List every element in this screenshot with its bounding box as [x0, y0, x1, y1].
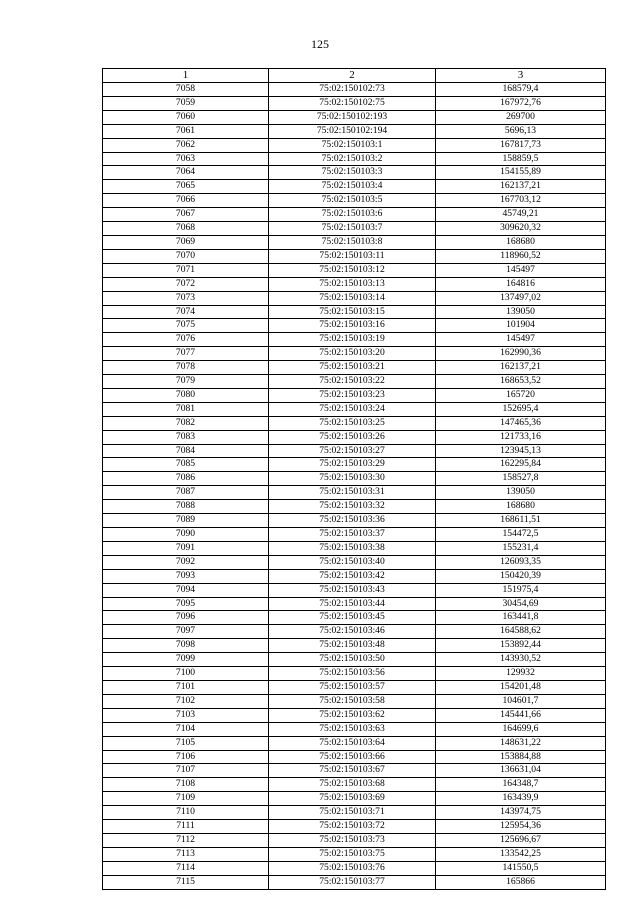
- row-number-cell: 7086: [103, 472, 269, 486]
- value-cell: 168680: [436, 235, 606, 249]
- value-cell: 164699,6: [436, 722, 606, 736]
- row-number-cell: 7106: [103, 750, 269, 764]
- cadastral-number-cell: 75:02:150103:22: [269, 375, 436, 389]
- cadastral-number-cell: 75:02:150103:15: [269, 305, 436, 319]
- table-row: [103, 694, 606, 708]
- table-row: [103, 96, 606, 110]
- row-number-cell: 7111: [103, 820, 269, 834]
- table-row: [103, 444, 606, 458]
- table-row: [103, 792, 606, 806]
- row-number-cell: 7109: [103, 792, 269, 806]
- value-cell: 163441,8: [436, 611, 606, 625]
- value-cell: 136631,04: [436, 764, 606, 778]
- value-cell: 168653,52: [436, 375, 606, 389]
- cadastral-number-cell: 75:02:150103:42: [269, 569, 436, 583]
- value-cell: 152695,4: [436, 402, 606, 416]
- cadastral-number-cell: 75:02:150103:46: [269, 625, 436, 639]
- table-row: [103, 597, 606, 611]
- value-cell: 163439,9: [436, 792, 606, 806]
- value-cell: 145497: [436, 263, 606, 277]
- row-number-cell: 7088: [103, 500, 269, 514]
- cadastral-number-cell: 75:02:150103:40: [269, 555, 436, 569]
- table-row: [103, 514, 606, 528]
- table-row: [103, 639, 606, 653]
- cadastral-number-cell: 75:02:150103:4: [269, 180, 436, 194]
- row-number-cell: 7060: [103, 110, 269, 124]
- value-cell: 45749,21: [436, 208, 606, 222]
- value-cell: 153892,44: [436, 639, 606, 653]
- cadastral-number-cell: 75:02:150103:45: [269, 611, 436, 625]
- cadastral-number-cell: 75:02:150103:66: [269, 750, 436, 764]
- value-cell: 153884,88: [436, 750, 606, 764]
- row-number-cell: 7097: [103, 625, 269, 639]
- cadastral-number-cell: 75:02:150103:2: [269, 152, 436, 166]
- row-number-cell: 7070: [103, 249, 269, 263]
- value-cell: 129932: [436, 667, 606, 681]
- table-body: [103, 83, 606, 890]
- table-row: [103, 472, 606, 486]
- cadastral-number-cell: 75:02:150103:58: [269, 694, 436, 708]
- table-row: [103, 416, 606, 430]
- value-cell: 162137,21: [436, 180, 606, 194]
- cadastral-number-cell: 75:02:150103:24: [269, 402, 436, 416]
- value-cell: 121733,16: [436, 430, 606, 444]
- value-cell: 137497,02: [436, 291, 606, 305]
- row-number-cell: 7065: [103, 180, 269, 194]
- row-number-cell: 7084: [103, 444, 269, 458]
- value-cell: 139050: [436, 486, 606, 500]
- value-cell: 158527,8: [436, 472, 606, 486]
- cadastral-number-cell: 75:02:150103:32: [269, 500, 436, 514]
- row-number-cell: 7078: [103, 361, 269, 375]
- cadastral-number-cell: 75:02:150103:11: [269, 249, 436, 263]
- table-row: [103, 110, 606, 124]
- table-row: [103, 83, 606, 97]
- table-row: [103, 277, 606, 291]
- table-row: [103, 152, 606, 166]
- value-cell: 164588,62: [436, 625, 606, 639]
- row-number-cell: 7091: [103, 541, 269, 555]
- value-cell: 147465,36: [436, 416, 606, 430]
- row-number-cell: 7108: [103, 778, 269, 792]
- cadastral-number-cell: 75:02:150102:73: [269, 83, 436, 97]
- table-row: [103, 291, 606, 305]
- value-cell: 139050: [436, 305, 606, 319]
- cadastral-number-cell: 75:02:150103:57: [269, 680, 436, 694]
- row-number-cell: 7069: [103, 235, 269, 249]
- value-cell: 145497: [436, 333, 606, 347]
- cadastral-number-cell: 75:02:150103:38: [269, 541, 436, 555]
- table-row: [103, 180, 606, 194]
- cadastral-number-cell: 75:02:150103:77: [269, 875, 436, 889]
- cadastral-number-cell: 75:02:150103:29: [269, 458, 436, 472]
- column-header-3: 3: [436, 69, 606, 83]
- row-number-cell: 7113: [103, 847, 269, 861]
- table-row: [103, 778, 606, 792]
- value-cell: 168680: [436, 500, 606, 514]
- row-number-cell: 7063: [103, 152, 269, 166]
- table-row: [103, 806, 606, 820]
- value-cell: 158859,5: [436, 152, 606, 166]
- cadastral-number-cell: 75:02:150103:1: [269, 138, 436, 152]
- cadastral-number-cell: 75:02:150103:48: [269, 639, 436, 653]
- row-number-cell: 7061: [103, 124, 269, 138]
- cadastral-number-cell: 75:02:150103:69: [269, 792, 436, 806]
- cadastral-number-cell: 75:02:150103:50: [269, 653, 436, 667]
- value-cell: 167817,73: [436, 138, 606, 152]
- cadastral-number-cell: 75:02:150102:194: [269, 124, 436, 138]
- cadastral-number-cell: 75:02:150103:73: [269, 833, 436, 847]
- row-number-cell: 7103: [103, 708, 269, 722]
- table-row: [103, 430, 606, 444]
- value-cell: 154155,89: [436, 166, 606, 180]
- cadastral-number-cell: 75:02:150103:30: [269, 472, 436, 486]
- cadastral-number-cell: 75:02:150103:12: [269, 263, 436, 277]
- row-number-cell: 7071: [103, 263, 269, 277]
- table-row: [103, 555, 606, 569]
- row-number-cell: 7080: [103, 388, 269, 402]
- row-number-cell: 7075: [103, 319, 269, 333]
- table-row: [103, 138, 606, 152]
- table-row: [103, 347, 606, 361]
- table-header-row: [103, 69, 606, 83]
- value-cell: 165866: [436, 875, 606, 889]
- page-number: 125: [311, 37, 329, 51]
- value-cell: 126093,35: [436, 555, 606, 569]
- cadastral-number-cell: 75:02:150103:25: [269, 416, 436, 430]
- row-number-cell: 7114: [103, 861, 269, 875]
- cadastral-number-cell: 75:02:150103:71: [269, 806, 436, 820]
- value-cell: 5696,13: [436, 124, 606, 138]
- cadastral-number-cell: 75:02:150103:16: [269, 319, 436, 333]
- table-row: [103, 625, 606, 639]
- table-row: [103, 124, 606, 138]
- cadastral-number-cell: 75:02:150103:68: [269, 778, 436, 792]
- row-number-cell: 7074: [103, 305, 269, 319]
- table-row: [103, 722, 606, 736]
- table-row: [103, 486, 606, 500]
- table-row: [103, 680, 606, 694]
- table-row: [103, 375, 606, 389]
- cadastral-number-cell: 75:02:150103:14: [269, 291, 436, 305]
- cadastral-number-cell: 75:02:150103:20: [269, 347, 436, 361]
- value-cell: 162990,36: [436, 347, 606, 361]
- row-number-cell: 7081: [103, 402, 269, 416]
- row-number-cell: 7110: [103, 806, 269, 820]
- table-row: [103, 458, 606, 472]
- cadastral-number-cell: 75:02:150103:37: [269, 528, 436, 542]
- table-row: [103, 541, 606, 555]
- row-number-cell: 7066: [103, 194, 269, 208]
- row-number-cell: 7089: [103, 514, 269, 528]
- table-row: [103, 208, 606, 222]
- value-cell: 162137,21: [436, 361, 606, 375]
- value-cell: 101904: [436, 319, 606, 333]
- cadastral-number-cell: 75:02:150103:21: [269, 361, 436, 375]
- row-number-cell: 7101: [103, 680, 269, 694]
- value-cell: 154472,5: [436, 528, 606, 542]
- column-header-2: 2: [269, 69, 436, 83]
- table-row: [103, 847, 606, 861]
- value-cell: 133542,25: [436, 847, 606, 861]
- row-number-cell: 7082: [103, 416, 269, 430]
- value-cell: 162295,84: [436, 458, 606, 472]
- table-row: [103, 820, 606, 834]
- cadastral-number-cell: 75:02:150103:75: [269, 847, 436, 861]
- cadastral-number-cell: 75:02:150103:63: [269, 722, 436, 736]
- value-cell: 123945,13: [436, 444, 606, 458]
- table-row: [103, 500, 606, 514]
- table-row: [103, 166, 606, 180]
- row-number-cell: 7098: [103, 639, 269, 653]
- table-row: [103, 194, 606, 208]
- value-cell: 155231,4: [436, 541, 606, 555]
- cadastral-number-cell: 75:02:150103:27: [269, 444, 436, 458]
- value-cell: 143930,52: [436, 653, 606, 667]
- row-number-cell: 7064: [103, 166, 269, 180]
- table-row: [103, 222, 606, 236]
- cadastral-number-cell: 75:02:150103:23: [269, 388, 436, 402]
- row-number-cell: 7076: [103, 333, 269, 347]
- row-number-cell: 7100: [103, 667, 269, 681]
- row-number-cell: 7095: [103, 597, 269, 611]
- table-row: [103, 667, 606, 681]
- table-row: [103, 861, 606, 875]
- row-number-cell: 7096: [103, 611, 269, 625]
- table-row: [103, 305, 606, 319]
- row-number-cell: 7083: [103, 430, 269, 444]
- table-row: [103, 263, 606, 277]
- cadastral-number-cell: 75:02:150103:6: [269, 208, 436, 222]
- table-row: [103, 569, 606, 583]
- row-number-cell: 7059: [103, 96, 269, 110]
- row-number-cell: 7077: [103, 347, 269, 361]
- registry-table: [102, 68, 606, 890]
- row-number-cell: 7115: [103, 875, 269, 889]
- row-number-cell: 7112: [103, 833, 269, 847]
- value-cell: 118960,52: [436, 249, 606, 263]
- value-cell: 168579,4: [436, 83, 606, 97]
- row-number-cell: 7093: [103, 569, 269, 583]
- cadastral-number-cell: 75:02:150103:19: [269, 333, 436, 347]
- table-row: [103, 235, 606, 249]
- row-number-cell: 7092: [103, 555, 269, 569]
- cadastral-number-cell: 75:02:150102:193: [269, 110, 436, 124]
- cadastral-number-cell: 75:02:150103:44: [269, 597, 436, 611]
- cadastral-number-cell: 75:02:150103:67: [269, 764, 436, 778]
- value-cell: 141550,5: [436, 861, 606, 875]
- value-cell: 164816: [436, 277, 606, 291]
- value-cell: 164348,7: [436, 778, 606, 792]
- value-cell: 151975,4: [436, 583, 606, 597]
- cadastral-number-cell: 75:02:150103:76: [269, 861, 436, 875]
- table-row: [103, 249, 606, 263]
- row-number-cell: 7068: [103, 222, 269, 236]
- table-row: [103, 388, 606, 402]
- table-row: [103, 875, 606, 889]
- value-cell: 167703,12: [436, 194, 606, 208]
- table-row: [103, 708, 606, 722]
- row-number-cell: 7058: [103, 83, 269, 97]
- row-number-cell: 7087: [103, 486, 269, 500]
- table-row: [103, 736, 606, 750]
- table-row: [103, 528, 606, 542]
- value-cell: 148631,22: [436, 736, 606, 750]
- cadastral-number-cell: 75:02:150103:36: [269, 514, 436, 528]
- cadastral-number-cell: 75:02:150103:31: [269, 486, 436, 500]
- table-row: [103, 333, 606, 347]
- cadastral-number-cell: 75:02:150103:64: [269, 736, 436, 750]
- table-row: [103, 764, 606, 778]
- cadastral-number-cell: 75:02:150103:13: [269, 277, 436, 291]
- row-number-cell: 7102: [103, 694, 269, 708]
- value-cell: 125696,67: [436, 833, 606, 847]
- value-cell: 167972,76: [436, 96, 606, 110]
- value-cell: 30454,69: [436, 597, 606, 611]
- row-number-cell: 7062: [103, 138, 269, 152]
- cadastral-number-cell: 75:02:150103:56: [269, 667, 436, 681]
- table-row: [103, 402, 606, 416]
- row-number-cell: 7079: [103, 375, 269, 389]
- value-cell: 168611,51: [436, 514, 606, 528]
- row-number-cell: 7105: [103, 736, 269, 750]
- cadastral-number-cell: 75:02:150103:26: [269, 430, 436, 444]
- table-row: [103, 611, 606, 625]
- cadastral-number-cell: 75:02:150102:75: [269, 96, 436, 110]
- row-number-cell: 7067: [103, 208, 269, 222]
- cadastral-number-cell: 75:02:150103:8: [269, 235, 436, 249]
- value-cell: 125954,36: [436, 820, 606, 834]
- cadastral-number-cell: 75:02:150103:62: [269, 708, 436, 722]
- value-cell: 154201,48: [436, 680, 606, 694]
- value-cell: 269700: [436, 110, 606, 124]
- column-header-1: 1: [103, 69, 269, 83]
- table-row: [103, 653, 606, 667]
- row-number-cell: 7072: [103, 277, 269, 291]
- table-row: [103, 833, 606, 847]
- cadastral-number-cell: 75:02:150103:72: [269, 820, 436, 834]
- table-row: [103, 750, 606, 764]
- table-row: [103, 583, 606, 597]
- value-cell: 143974,75: [436, 806, 606, 820]
- value-cell: 309620,32: [436, 222, 606, 236]
- row-number-cell: 7073: [103, 291, 269, 305]
- row-number-cell: 7090: [103, 528, 269, 542]
- table-row: [103, 361, 606, 375]
- value-cell: 150420,39: [436, 569, 606, 583]
- row-number-cell: 7099: [103, 653, 269, 667]
- row-number-cell: 7085: [103, 458, 269, 472]
- cadastral-number-cell: 75:02:150103:3: [269, 166, 436, 180]
- row-number-cell: 7094: [103, 583, 269, 597]
- cadastral-number-cell: 75:02:150103:5: [269, 194, 436, 208]
- value-cell: 104601,7: [436, 694, 606, 708]
- row-number-cell: 7107: [103, 764, 269, 778]
- value-cell: 145441,66: [436, 708, 606, 722]
- row-number-cell: 7104: [103, 722, 269, 736]
- cadastral-number-cell: 75:02:150103:7: [269, 222, 436, 236]
- table-row: [103, 319, 606, 333]
- value-cell: 165720: [436, 388, 606, 402]
- cadastral-number-cell: 75:02:150103:43: [269, 583, 436, 597]
